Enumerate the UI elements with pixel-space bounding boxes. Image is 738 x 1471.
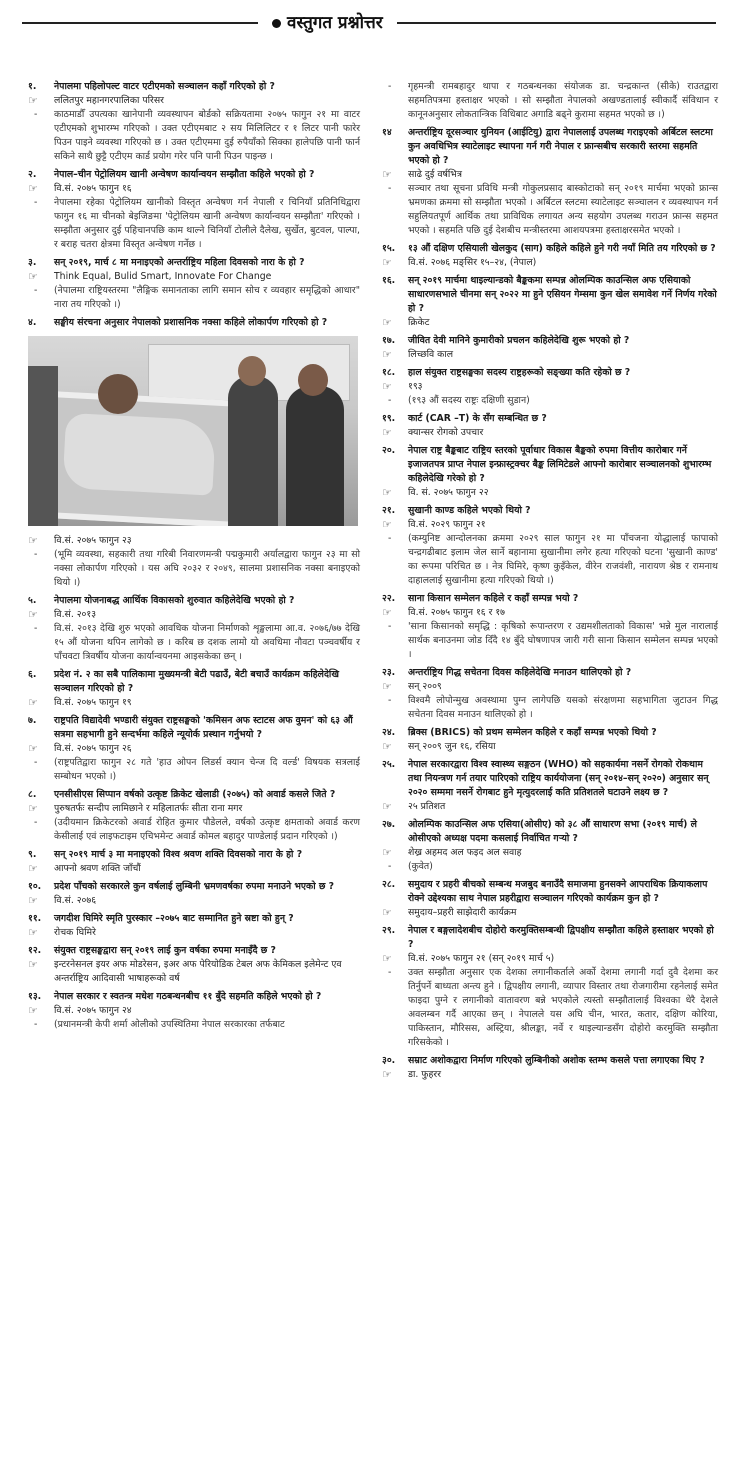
question-number: १९. [382, 413, 396, 424]
pointing-hand-icon: ☞ [382, 348, 392, 361]
question-text: अन्तर्राष्ट्रिय दूरसञ्चार युनियन (आईटियु) द्वारा नेपाललाई उपलब्ध गराइएको अर्बिटल स्लटमा कुन अवधिभित्र स्याटेलाइट स्थापना गर्न गरी नेपाल र फ्रान्सबीच सरकारी स्तरमा सहमति भएको हो ? [408, 127, 713, 166]
answer-note [28, 622, 360, 664]
question [28, 880, 360, 894]
answer [28, 696, 360, 710]
pointing-hand-icon: ☞ [28, 534, 38, 547]
answer-note [28, 756, 360, 784]
question-text: कार्ट (CAR –T) के सँग सम्बन्धित छ ? [408, 413, 547, 424]
qa-item [28, 880, 360, 908]
dash-icon: - [34, 623, 38, 634]
pointing-hand-icon: ☞ [382, 800, 392, 813]
dash-icon: - [388, 621, 392, 632]
question [28, 944, 360, 958]
pointing-hand-icon: ☞ [382, 256, 392, 269]
dash-icon: - [388, 967, 392, 978]
question-number: २०. [382, 445, 396, 456]
qa-item [382, 444, 718, 500]
qa-item [28, 788, 360, 844]
pointing-hand-icon: ☞ [382, 380, 392, 393]
question [28, 714, 360, 742]
question-text: समुदाय र प्रहरी बीचको सम्बन्ध मजबुद बनाउँदै समाजमा हुनसक्ने आपराधिक क्रियाकलाप रोक्ने उद्देश्यका साथ नेपाल प्रहरीद्वारा सञ्चालन गरिएको कार्यक्रम कुन हो ? [408, 879, 708, 904]
qa-item [28, 848, 360, 876]
question-text: एनसीसीएस सिप्पान वर्षको उत्कृष्ट क्रिकेट खेलाडी (२०७५) को अवार्ड कसले जिते ? [54, 789, 336, 800]
question-text: प्रदेश पाँचको सरकारले कुन वर्षलाई लुम्बिनी भ्रमणवर्षका रुपमा मनाउने भएको छ ? [54, 881, 334, 892]
question-number: १२. [28, 945, 42, 956]
left-column [28, 80, 360, 1036]
question [382, 334, 718, 348]
question [382, 126, 718, 168]
pointing-hand-icon: ☞ [382, 518, 392, 531]
note-text: सञ्चार तथा सूचना प्रविधि मन्त्री गोकुलप्रसाद बास्कोटाको सन् २०१९ मार्चमा भएको फ्रान्स भ्रमणका क्रममा सो सम्झौता भएको । अर्बिटल स्लटमा स्याटेलाइट सञ्चालन र व्यवस्थापन गर्न सहुलियतपूर्ण आर्थिक तथा प्राविधिक लगायत अन्य सहयोग उपलब्ध गराउन फ्रान्स सहमत भएको । सहमति पछि दुई देशबीच मन्त्रीस्तरमा आशयपत्रमा हस्ताक्षरसमेत भएको । [408, 183, 718, 236]
question-text: साना किसान सम्मेलन कहिले र कहाँ सम्पन्न भयो ? [408, 593, 579, 604]
answer-text: इन्टरनेसनल इयर अफ मोडरेसन, इअर अफ पेरियोडिक टेबल अफ केमिकल इलेमेन्ट एव अन्तर्राष्ट्रिय आदिवासी भाषाहरूको वर्ष [54, 959, 342, 984]
pointing-hand-icon: ☞ [382, 740, 392, 753]
dash-icon: - [34, 549, 38, 560]
question-number: ९. [28, 849, 37, 860]
question [382, 666, 718, 680]
answer-note [28, 196, 360, 252]
answer [382, 316, 718, 330]
answer [382, 348, 718, 362]
question-text: सन् २०१९ मार्चमा थाइल्यान्डको बैङ्ककमा सम्पन्न ओलम्पिक काउन्सिल अफ एसियाको साधारणसभाले चीनमा सन् २०२२ मा हुने एसियन गेम्समा कुन खेल समावेश गर्ने निर्णय गरेको हो ? [408, 275, 717, 314]
photo-shape [28, 366, 58, 526]
question-text: ओलम्पिक काउन्सिल अफ एसिया(ओसीए) को ३८ औं साधारण सभा (२०१९ मार्च) ले ओसीएको अध्यक्ष पदमा कसलाई निर्वाचित गऱ्यो ? [408, 819, 697, 844]
right-column [382, 80, 718, 1086]
answer-note [28, 108, 360, 164]
answer [382, 168, 718, 182]
answer-text: साढे दुई वर्षभित्र [408, 169, 462, 180]
answer [382, 426, 718, 440]
question-number: १८. [382, 367, 396, 378]
answer-text: पुरुषतर्फः सन्दीप लामिछाने र महिलातर्फः सीता राना मगर [54, 803, 243, 814]
answer-text: वि.सं. २०७५ फागुन २१ (सन् २०१९ मार्च ५) [408, 953, 555, 964]
question-number: १६. [382, 275, 396, 286]
qa-item [28, 668, 360, 710]
question-number: ७. [28, 715, 37, 726]
dash-icon: - [34, 109, 38, 120]
note-text: (प्रधानमन्त्री केपी शर्मा ओलीको उपस्थितिमा नेपाल सरकारका तर्फबाट [54, 1019, 285, 1030]
question-text: नेपाल सरकार र स्वतन्त्र मधेश गठबन्धनबीच ११ बुँदे सहमति कहिले भएको हो ? [54, 991, 322, 1002]
qa-item [382, 334, 718, 362]
pointing-hand-icon: ☞ [28, 182, 38, 195]
photo-shape [98, 374, 138, 414]
dash-icon: - [388, 81, 392, 92]
qa-item [382, 1054, 718, 1082]
answer-text: वि.सं. २०७५ फागुन २४ [54, 1005, 132, 1016]
answer [28, 270, 360, 284]
answer [28, 94, 360, 108]
answer [382, 952, 718, 966]
pointing-hand-icon: ☞ [28, 742, 38, 755]
question [382, 878, 718, 906]
answer [28, 958, 360, 986]
answer-text: ललितपुर महानगरपालिका परिसर [54, 95, 164, 106]
question [28, 848, 360, 862]
dash-icon: - [388, 533, 392, 544]
note-text: (नेपालमा राष्ट्रियस्तरमा "लैङ्गिक समानताका लागि समान सोच र व्यवहार समृद्धिको आधार" नारा तय गरिएको ।) [54, 285, 360, 310]
photo-shape [45, 391, 243, 526]
question-number: २१. [382, 505, 396, 516]
question-number: २. [28, 169, 37, 180]
dash-icon: - [34, 817, 38, 828]
answer-text: वि.सं. २०२९ फागुन २१ [408, 519, 486, 530]
question-number: १४ [382, 127, 392, 138]
dash-icon: - [34, 285, 38, 296]
answer [382, 906, 718, 920]
question-text: नेपाल सरकारद्वारा विश्व स्वास्थ्य सङ्गठन (WHO) को सहकार्यमा नसर्ने रोगको रोकथाम तथा नियन्त्रण गर्न तयार पारिएको राष्ट्रिय कार्ययोजना (सन् २०१४–सन् २०२०) अनुसार सन् २०२० सम्ममा नसर्ने रोगबाट हुने मृत्युदरलाई कति प्रतिशतले घटाउने लक्ष्य छ ? [408, 759, 709, 798]
qa-item [28, 168, 360, 252]
question [28, 168, 360, 182]
question [28, 912, 360, 926]
question-number: ५. [28, 595, 37, 606]
pointing-hand-icon: ☞ [382, 906, 392, 919]
answer-note [382, 532, 718, 588]
qa-item [28, 534, 360, 590]
question [28, 990, 360, 1004]
answer [382, 800, 718, 814]
question [382, 924, 718, 952]
answer [382, 846, 718, 860]
question [382, 726, 718, 740]
dash-icon: - [388, 183, 392, 194]
note-text: विश्वमै लोपोन्मुख अवस्थामा पुग्न लागेपछि यसको संरक्षणमा सहभागिता जुटाउन गिद्ध सचेतना दिवस मनाउन थालिएको हो । [408, 695, 718, 720]
question [382, 242, 718, 256]
pointing-hand-icon: ☞ [28, 926, 38, 939]
qa-item [382, 242, 718, 270]
answer-note [382, 694, 718, 722]
answer [28, 608, 360, 622]
question-text: जगदीश घिमिरे स्मृति पुरस्कार –२०७५ बाट सम्मानित हुने स्रष्टा को हुन् ? [54, 913, 294, 924]
answer [382, 486, 718, 500]
pointing-hand-icon: ☞ [382, 316, 392, 329]
question-text: जीवित देवी मानिने कुमारीको प्रचलन कहिलेदेखि शुरू भएको हो ? [408, 335, 630, 346]
question-text: नेपाल र बङ्गलादेशबीच दोहोरो करमुक्तिसम्बन्धी द्विपक्षीय सम्झौता कहिले हस्ताक्षर भएको हो ? [408, 925, 714, 950]
answer-text: वि. सं. २०७५ फागुन २२ [408, 487, 489, 498]
qa-item [382, 818, 718, 874]
note-text: काठमाडौँ उपत्यका खानेपानी व्यवस्थापन बोर्डको सक्रियतामा २०७५ फागुन २१ मा वाटर एटीएमको शुभारम्भ गरिएको । उक्त एटीएमबाट २ सय मिलिलिटर र १ लिटर पानी फारेर पिउन पाइने व्यवस्था गरिएको छ । उक्त एटीएममा दुई रुपैयाँको सिक्का हालेपछि पानी फार्न सकिने साथै छुट्टै एटीएम कार्ड प्रयोग गरेर पनि पानी पिउन पाइन्छ । [54, 109, 360, 162]
answer-note [28, 816, 360, 844]
question-number: १३. [28, 991, 42, 1002]
answer [28, 862, 360, 876]
answer-text: लिच्छवि काल [408, 349, 454, 360]
qa-item [382, 666, 718, 722]
note-text: गृहमन्त्री रामबहादुर थापा र गठबन्धनका संयोजक डा. चन्द्रकान्त (सीके) राउतद्वारा सहमतिपत्रमा हस्ताक्षर भएको । सो सम्झौता नेपालको अखण्डतालाई स्वीकार्दै संविधान र कानूनअनुसार लोकतान्त्रिक विधिबाट अगाडि बढ्ने कुरामा सहमत भएको छ ।) [408, 81, 718, 120]
framed-map [62, 413, 216, 496]
qa-item [382, 274, 718, 330]
photo-shape [228, 376, 278, 526]
question-text: नेपालमा पहिलोपल्ट वाटर एटीएमको सञ्चालन कहाँ गरिएको हो ? [54, 81, 275, 92]
question [382, 758, 718, 800]
question [28, 594, 360, 608]
pointing-hand-icon: ☞ [382, 680, 392, 693]
answer [28, 534, 360, 548]
question-text: १३ औं दक्षिण एसियाली खेलकुद (साग) कहिले कहिले हुने गरी नयाँ मिति तय गरिएको छ ? [408, 243, 716, 254]
question-text: सङ्घीय संरचना अनुसार नेपालको प्रशासनिक नक्सा कहिले लोकार्पण गरिएको हो ? [54, 317, 328, 328]
qa-item [382, 366, 718, 408]
note-text: नेपालमा रहेका पेट्रोलियम खानीको विस्तृत अन्वेषण गर्न नेपाली र चिनियाँ प्रतिनिधिद्वारा फागुन १६ मा चीनको बेइजिङमा 'पेट्रोलियम खानी अन्वेषण कार्यान्वयन सम्झौता' गरिएको । सम्झौता अनुसार दुई पहिचानपछि काम थाल्ने चिनियाँ टोलीले दैलेख, सुर्खेत, बुटवल, पाल्पा, र बराह चतरा क्षेत्रमा विस्तृत अन्वेषण गर्नेछ । [54, 197, 360, 250]
question-number: ३. [28, 257, 37, 268]
question [382, 504, 718, 518]
qa-item [28, 80, 360, 164]
news-photo [28, 336, 358, 526]
question-number: २४. [382, 727, 396, 738]
question-text: सुखानी काण्ड कहिले भएको थियो ? [408, 505, 531, 516]
section-title [258, 10, 397, 36]
answer [382, 256, 718, 270]
dash-icon: - [388, 695, 392, 706]
answer-text: वि.सं. २०१३ [54, 609, 97, 620]
qa-item [382, 504, 718, 588]
answer [28, 926, 360, 940]
question-number: १५. [382, 243, 396, 254]
question-number: ८. [28, 789, 37, 800]
pointing-hand-icon: ☞ [28, 1004, 38, 1017]
section-title-text: वस्तुगत प्रश्नोत्तर [287, 13, 383, 33]
answer-note [28, 284, 360, 312]
answer-note [382, 966, 718, 1050]
note-text: वि.सं. २०१३ देखि शुरु भएको आवधिक योजना निर्माणको शृङ्खलामा आ.व. २०७६/७७ देखि १५ औं योजना थपिन लागेको छ । करिब छ दशक लामो यो अवधिमा नौवटा पञ्चवर्षीय र पाँचवटा त्रिवर्षीय योजना कार्यान्वयनमा आइसकेका छन् । [54, 623, 360, 662]
dash-icon: - [388, 395, 392, 406]
answer-text: वि.सं. २०७६ [54, 895, 97, 906]
answer-text: वि.सं. २०७५ फागुन २३ [54, 535, 132, 546]
answer [382, 518, 718, 532]
answer [382, 606, 718, 620]
question [382, 1054, 718, 1068]
question-number: ११. [28, 913, 42, 924]
note-text: (उदीयमान क्रिकेटरको अवार्ड रोहित कुमार पौडेलले, वर्षको उत्कृष्ट क्षमताको अवार्ड करण केसीलाई एवं लाइफटाइम एचिभमेन्ट अवार्ड कोमल बहादुर पाण्डेलाई प्रदान गरिएको ।) [54, 817, 360, 842]
question [382, 592, 718, 606]
question-number: २५. [382, 759, 396, 770]
question-text: प्रदेश नं. २ का सबै पालिकामा मुख्यमन्त्री बेटी पढाउँ, बेटी बचाउँ कार्यक्रम कहिलेदेखि सञ्चालन गरिएको हो ? [54, 669, 339, 694]
question-number: १. [28, 81, 37, 92]
answer-note [382, 860, 718, 874]
answer-text: क्रिकेट [408, 317, 430, 328]
answer-text: १९३ [408, 381, 423, 392]
answer-text: शेख्र अहमद अल फइद अल सवाह [408, 847, 522, 858]
answer [28, 182, 360, 196]
qa-item [28, 912, 360, 940]
qa-item [28, 316, 360, 330]
answer-text: क्यान्सर रोगको उपचार [408, 427, 484, 438]
answer-text: २५ प्रतिशत [408, 801, 446, 812]
answer-text: वि.सं. २०७५ फागुन १६ र १७ [408, 607, 505, 618]
question-number: ३०. [382, 1055, 396, 1066]
question [28, 256, 360, 270]
answer-text: सन् २००९ [408, 681, 442, 692]
question [382, 366, 718, 380]
answer [382, 680, 718, 694]
question-text: नेपाल–चीन पेट्रोलियम खानी अन्वेषण कार्यान्वयन सम्झौता कहिले भएको हो ? [54, 169, 315, 180]
question-text: संयुक्त राष्ट्रसङ्घद्वारा सन् २०१९ लाई कुन वर्षका रुपमा मनाइँदै छ ? [54, 945, 276, 956]
question-text: नेपाल राष्ट्र बैङ्कबाट राष्ट्रिय स्तरको पूर्वाधार विकास बैङ्कको रुपमा वित्तीय कारोबार गर्ने इजाजतपत्र प्राप्त नेपाल इन्फ्रास्ट्रक्चर बैङ्क लिमिटेडले आफ्नो कारोबार सञ्चालनको शुभारम्भ कहिलेदेखि गरेको हो ? [408, 445, 712, 484]
pointing-hand-icon: ☞ [28, 958, 38, 971]
pointing-hand-icon: ☞ [382, 426, 392, 439]
question [28, 668, 360, 696]
answer-text: वि.सं. २०७५ फागुन १९ [54, 697, 132, 708]
qa-item [28, 256, 360, 312]
answer-note [382, 394, 718, 408]
qa-item [382, 412, 718, 440]
question-number: २७. [382, 819, 396, 830]
pointing-hand-icon: ☞ [28, 94, 38, 107]
question-number: १०. [28, 881, 42, 892]
answer-note [28, 548, 360, 590]
answer-note [28, 1018, 360, 1032]
answer-text: समुदाय–प्रहरी साझेदारी कार्यक्रम [408, 907, 517, 918]
note-text: 'साना किसानको समृद्धि : कृषिको रूपान्तरण र उद्यमशीलताको विकास' भन्ने मुल नारालाई सार्थक बनाउनमा जोड दिँदै १४ बुँदे घोषणापत्र जारी गरी साना किसान सम्मेलन सम्पन्न भएको । [408, 621, 718, 660]
note-text: (भूमि व्यवस्था, सहकारी तथा गरिबी निवारणमन्त्री पद्मकुमारी अर्यालद्वारा फागुन २३ मा सो नक्सा लोकार्पण गरिएको । यस अघि २०३२ र २०४९, सालमा प्रशासनिक नक्सा बनाइएको थियो ।) [54, 549, 360, 588]
pointing-hand-icon: ☞ [382, 606, 392, 619]
question-number: २८. [382, 879, 396, 890]
question-number: १७. [382, 335, 396, 346]
question-text: नेपालमा योजनाबद्ध आर्थिक विकासको शुरुवात कहिलेदेखि भएको हो ? [54, 595, 295, 606]
note-text: (कम्युनिष्ट आन्दोलनका क्रममा २०२९ साल फागुन २१ मा पाँचजना योद्धालाई फापाको चन्द्रगढीबाट इलाम जेल सार्ने बहानामा सुखानीमा लगेर हत्या गरिएको घटना 'सुखानी काण्ड' का रूपमा परिचित छ । नेत्र घिमिरे, कृष्ण कुइँकेल, वीरेन राजवंशी, नारायण श्रेष्ठ र रामनाथ दाहाललाई सुखानीमा हत्या गरिएको थियो ।) [408, 533, 718, 586]
question [28, 80, 360, 94]
answer [382, 1068, 718, 1082]
question-number: २९. [382, 925, 396, 936]
question [382, 818, 718, 846]
qa-item [28, 594, 360, 664]
answer-note [382, 80, 718, 122]
question-number: २३. [382, 667, 396, 678]
answer-text: आफ्नो श्रवण शक्ति जाँचौं [54, 863, 141, 874]
answer-text: Think Equal, Bulid Smart, Innovate For Change [54, 271, 272, 282]
pointing-hand-icon: ☞ [28, 894, 38, 907]
question-text: सम्राट अशोकद्वारा निर्माण गरिएको लुम्बिनीको अशोक स्तम्भ कसले पत्ता लगाएका थिए ? [408, 1055, 705, 1066]
question [28, 788, 360, 802]
question-number: ६. [28, 669, 37, 680]
question-text: ब्रिक्स (BRICS) को प्रथम सम्मेलन कहिले र कहाँ सम्पन्न भएको थियो ? [408, 727, 657, 738]
qa-item [382, 592, 718, 662]
pointing-hand-icon: ☞ [28, 802, 38, 815]
pointing-hand-icon: ☞ [382, 168, 392, 181]
answer-note [382, 182, 718, 238]
question [382, 444, 718, 486]
qa-item [382, 924, 718, 1050]
answer [382, 740, 718, 754]
question-text: अन्तर्राष्ट्रिय गिद्ध सचेतना दिवस कहिलेदेखि मनाउन थालिएको हो ? [408, 667, 632, 678]
question-text: सन् २०१९, मार्च ८ मा मनाइएको अन्तर्राष्ट्रिय महिला दिवसको नारा के हो ? [54, 257, 305, 268]
qa-item [382, 726, 718, 754]
qa-item [382, 758, 718, 814]
qa-item [28, 944, 360, 986]
pointing-hand-icon: ☞ [28, 270, 38, 283]
answer-note [382, 620, 718, 662]
answer-text: रोचक घिमिरे [54, 927, 96, 938]
question-text: हाल संयुक्त राष्ट्रसङ्घका सदस्य राष्ट्रहरूको सङ्ख्या कति रहेको छ ? [408, 367, 631, 378]
question-number: २२. [382, 593, 396, 604]
answer [28, 894, 360, 908]
photo-shape [298, 364, 328, 396]
question [382, 274, 718, 316]
answer [28, 1004, 360, 1018]
question [382, 412, 718, 426]
answer [28, 742, 360, 756]
qa-item [382, 878, 718, 920]
note-text: (कुवेत) [408, 861, 433, 872]
qa-item [382, 126, 718, 238]
note-text: उक्त सम्झौता अनुसार एक देशका लगानीकर्ताले अर्को देशमा लगानी गर्दा दुवै देशमा कर तिर्नुपर्ने बाध्यता अन्त्य हुने । द्विपक्षीय लगानी, व्यापार विस्तार तथा रोजगारीमा रहनेलाई समेत फाइदा पुग्ने र लगानीको वातावरण बन्ने भएकोले त्यस्तो सम्झौतालाई विश्वका धेरै देशले अवलम्बन गर्दै आएका छन् । नेपालले यस अघि चीन, भारत, कतार, दक्षिण कोरिया, पाकिस्तान, मौरिसस, अस्ट्रिया, श्रीलङ्का, नर्वे र थाइल्यान्डसँग दोहोरो करमुक्ति सम्झौता गरिसकेको । [408, 967, 718, 1048]
question-text: सन् २०१९ मार्च ३ मा मनाइएको विश्व श्रवण शक्ति दिवसको नारा के हो ? [54, 849, 303, 860]
qa-item [28, 714, 360, 784]
answer-text: वि.सं. २०७६ मङ्सिर १५–२४, (नेपाल) [408, 257, 537, 268]
pointing-hand-icon: ☞ [382, 952, 392, 965]
dash-icon: - [34, 757, 38, 768]
note-text: (राष्ट्रपतिद्वारा फागुन २८ गते 'हाउ ओपन लिडर्स क्यान चेन्ज दि वर्ल्ड' विषयक सत्रलाई सम्बोधन भएको ।) [54, 757, 360, 782]
qa-item [28, 990, 360, 1032]
dash-icon: - [388, 861, 392, 872]
section-header [0, 0, 738, 36]
question-text: राष्ट्रपति विद्यादेवी भण्डारी संयुक्त राष्ट्रसङ्घको 'कमिसन अफ स्टाटस अफ वुमन' को ६३ औं सत्रमा सहभागी हुने सन्दर्भमा कहिले न्यूयोर्क प्रस्थान गर्नुभयो ? [54, 715, 353, 740]
photo-shape [238, 356, 266, 386]
note-text: (१९३ औं सदस्य राष्ट्रः दक्षिणी सुडान) [408, 395, 530, 406]
answer [28, 802, 360, 816]
answer [382, 380, 718, 394]
dash-icon: - [34, 1019, 38, 1030]
pointing-hand-icon: ☞ [382, 486, 392, 499]
pointing-hand-icon: ☞ [28, 862, 38, 875]
answer-text: वि.सं. २०७५ फागुन १६ [54, 183, 132, 194]
question [28, 316, 360, 330]
pointing-hand-icon: ☞ [382, 846, 392, 859]
pointing-hand-icon: ☞ [382, 1068, 392, 1081]
pointing-hand-icon: ☞ [28, 608, 38, 621]
photo-shape [286, 386, 344, 526]
qa-item [382, 80, 718, 122]
answer-text: सन् २००९ जुन १६, रसिया [408, 741, 496, 752]
dash-icon: - [34, 197, 38, 208]
question-number: ४. [28, 317, 37, 328]
bullet-icon [272, 19, 281, 28]
answer-text: वि.सं. २०७५ फागुन २६ [54, 743, 132, 754]
pointing-hand-icon: ☞ [28, 696, 38, 709]
answer-text: डा. फुहरर [408, 1069, 442, 1080]
